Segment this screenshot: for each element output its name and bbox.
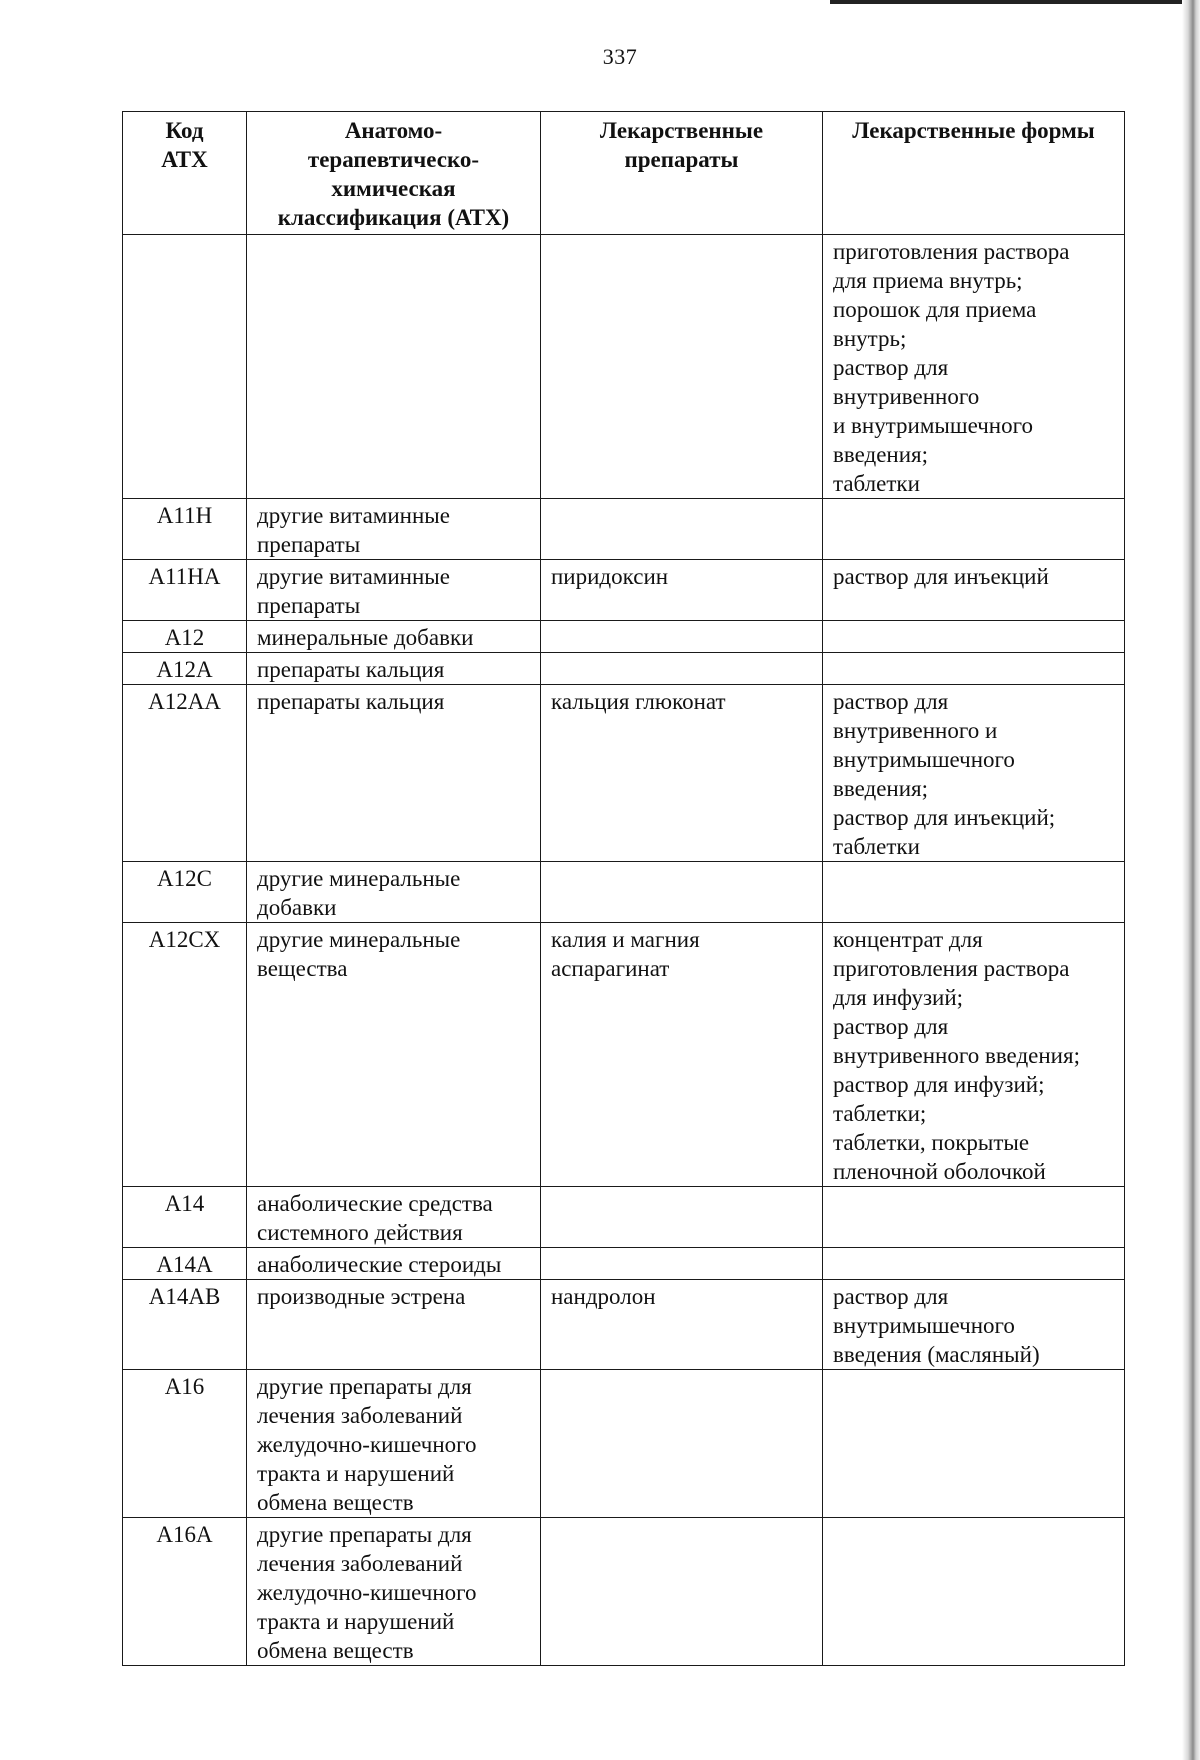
cell-drug [541, 499, 823, 560]
cell-drug [541, 1248, 823, 1280]
cell-drug: пиридоксин [541, 560, 823, 621]
table-row [123, 235, 1125, 499]
cell-code: A12 [123, 621, 247, 653]
cell-classification: другие препараты для лечения заболеваний желудочно-кишечного тракта и нарушений обмена веществ [247, 1370, 541, 1518]
cell-code: A12AA [123, 685, 247, 862]
header-drugs: Лекарственные препараты [541, 112, 823, 235]
cell-classification: препараты кальция [247, 653, 541, 685]
cell-forms [823, 862, 1125, 923]
cell-code: A11HA [123, 560, 247, 621]
table-row [123, 653, 1125, 685]
cell-drug: кальция глюконат [541, 685, 823, 862]
cell-code: A12C [123, 862, 247, 923]
cell-drug [541, 1518, 823, 1666]
cell-classification: другие препараты для лечения заболеваний желудочно-кишечного тракта и нарушений обмена веществ [247, 1518, 541, 1666]
header-classification: Анатомо- терапевтическо- химическая классификация (АТХ) [247, 112, 541, 235]
cell-forms: раствор для инъекций [823, 560, 1125, 621]
table-row [123, 923, 1125, 1187]
cell-drug: калия и магния аспарагинат [541, 923, 823, 1187]
scan-edge-right [1182, 0, 1200, 1760]
table-row [123, 685, 1125, 862]
table-row [123, 1187, 1125, 1248]
page-number: 337 [602, 44, 638, 69]
cell-drug: нандролон [541, 1280, 823, 1370]
cell-code: A11H [123, 499, 247, 560]
cell-forms [823, 1518, 1125, 1666]
table-row [123, 560, 1125, 621]
cell-classification: другие витаминные препараты [247, 560, 541, 621]
cell-drug [541, 235, 823, 499]
cell-classification: анаболические стероиды [247, 1248, 541, 1280]
cell-forms [823, 653, 1125, 685]
cell-code: A16 [123, 1370, 247, 1518]
cell-drug [541, 1370, 823, 1518]
cell-classification: другие минеральные вещества [247, 923, 541, 1187]
header-row [123, 112, 1125, 235]
cell-classification: минеральные добавки [247, 621, 541, 653]
cell-code: A16A [123, 1518, 247, 1666]
cell-classification [247, 235, 541, 499]
atc-classification-table [122, 111, 1125, 1666]
cell-code: A14 [123, 1187, 247, 1248]
table-row [123, 1248, 1125, 1280]
cell-forms [823, 1187, 1125, 1248]
cell-drug [541, 621, 823, 653]
table-row [123, 1280, 1125, 1370]
cell-code: A14A [123, 1248, 247, 1280]
scan-edge-top [830, 0, 1200, 4]
cell-classification: анаболические средства системного действия [247, 1187, 541, 1248]
cell-code: A12A [123, 653, 247, 685]
cell-forms: приготовления раствора для приема внутрь; порошок для приема внутрь; раствор для внутривенного и внутримышечного введения; таблетки [823, 235, 1125, 499]
cell-classification: производные эстрена [247, 1280, 541, 1370]
cell-classification: другие минеральные добавки [247, 862, 541, 923]
cell-drug [541, 1187, 823, 1248]
header-forms: Лекарственные формы [823, 112, 1125, 235]
cell-code: A12CX [123, 923, 247, 1187]
table-header [123, 112, 1125, 235]
table-row [123, 1518, 1125, 1666]
cell-forms [823, 1370, 1125, 1518]
table-row [123, 1370, 1125, 1518]
cell-forms: концентрат для приготовления раствора для инфузий; раствор для внутривенного введения; раствор для инфузий; таблетки; таблетки, покрытые пленочной оболочкой [823, 923, 1125, 1187]
table-row [123, 862, 1125, 923]
cell-forms [823, 499, 1125, 560]
table-row [123, 499, 1125, 560]
cell-forms: раствор для внутримышечного введения (масляный) [823, 1280, 1125, 1370]
table-row [123, 621, 1125, 653]
cell-classification: другие витаминные препараты [247, 499, 541, 560]
cell-forms [823, 1248, 1125, 1280]
cell-code: A14AB [123, 1280, 247, 1370]
table-body [123, 235, 1125, 1666]
cell-code [123, 235, 247, 499]
cell-classification: препараты кальция [247, 685, 541, 862]
cell-forms [823, 621, 1125, 653]
header-code: Код АТХ [123, 112, 247, 235]
cell-drug [541, 653, 823, 685]
cell-forms: раствор для внутривенного и внутримышечного введения; раствор для инъекций; таблетки [823, 685, 1125, 862]
cell-drug [541, 862, 823, 923]
